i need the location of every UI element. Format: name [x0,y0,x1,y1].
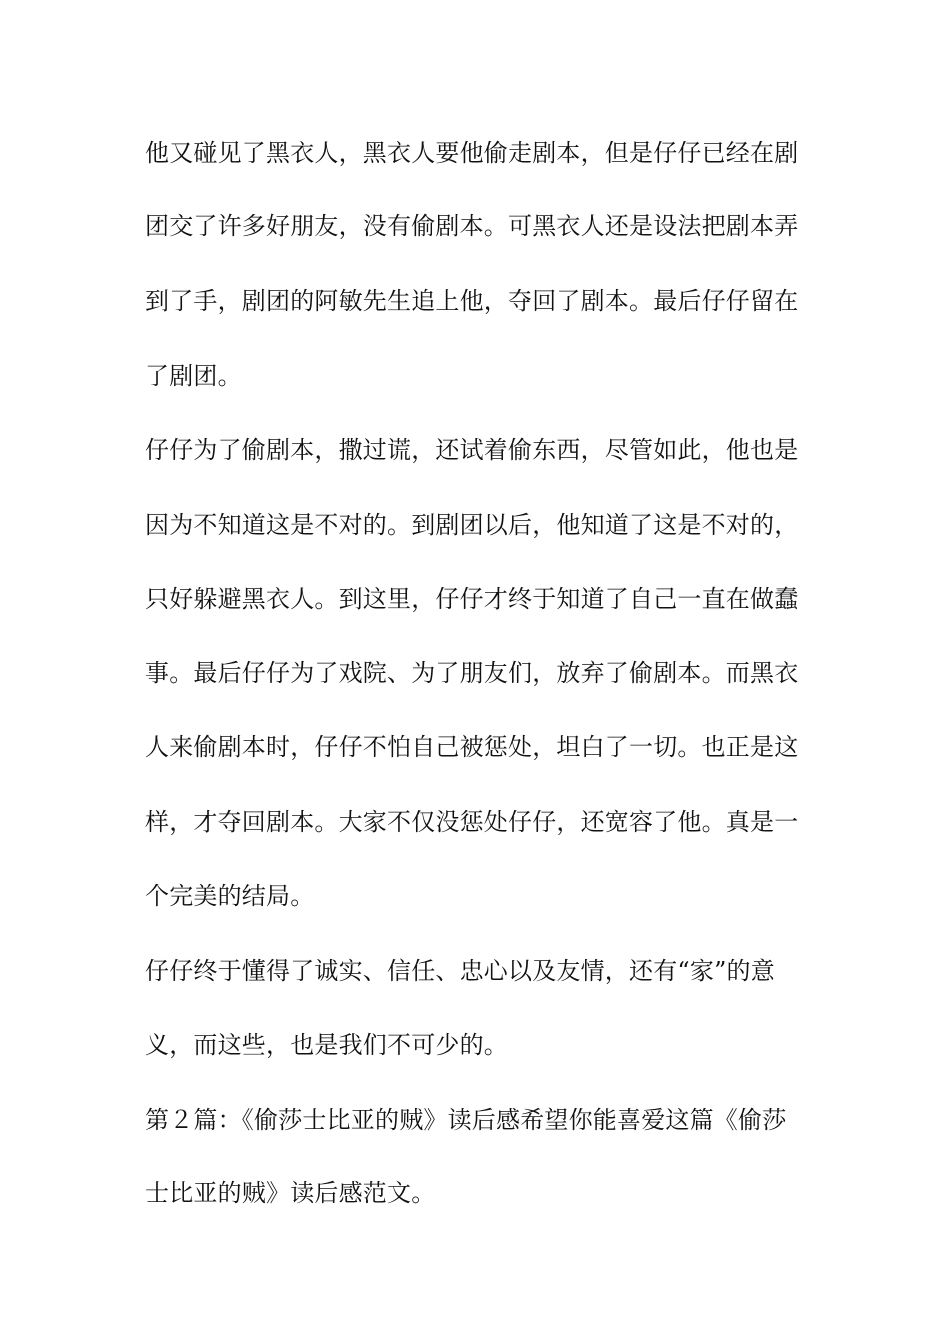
text-line: 仔仔终于懂得了诚实、信任、忠心以及友情，还有“家”的意 [145,957,775,985]
text-line: 只好躲避黑衣人。到这里，仔仔才终于知道了自己一直在做蠢 [145,585,799,613]
text-line: 仔仔为了偷剧本，撒过谎，还试着偷东西，尽管如此，他也是 [145,436,799,464]
text-line: 因为不知道这是不对的。到剧团以后，他知道了这是不对的， [145,511,799,539]
text-line: 到了手，剧团的阿敏先生追上他，夺回了剧本。最后仔仔留在 [145,287,799,315]
text-line: 义，而这些，也是我们不可少的。 [145,1031,508,1059]
text-line: 个完美的结局。 [145,882,315,910]
text-line: 事。最后仔仔为了戏院、为了朋友们，放弃了偷剧本。而黑衣 [145,659,799,687]
text-line: 样，才夺回剧本。大家不仅没惩处仔仔，还宽容了他。真是一 [145,808,799,836]
text-line: 了剧团。 [145,362,242,390]
text-line: 人来偷剧本时，仔仔不怕自己被惩处，坦白了一切。也正是这 [145,733,799,761]
text-line: 团交了许多好朋友，没有偷剧本。可黑衣人还是设法把剧本弄 [145,212,799,240]
text-line: 他又碰见了黑衣人，黑衣人要他偷走剧本，但是仔仔已经在剧 [145,139,799,167]
text-line: 第２篇：《偷莎士比亚的贼》读后感希望你能喜爱这篇《偷莎 [145,1106,787,1134]
text-line: 士比亚的贼》读后感范文。 [145,1179,436,1207]
